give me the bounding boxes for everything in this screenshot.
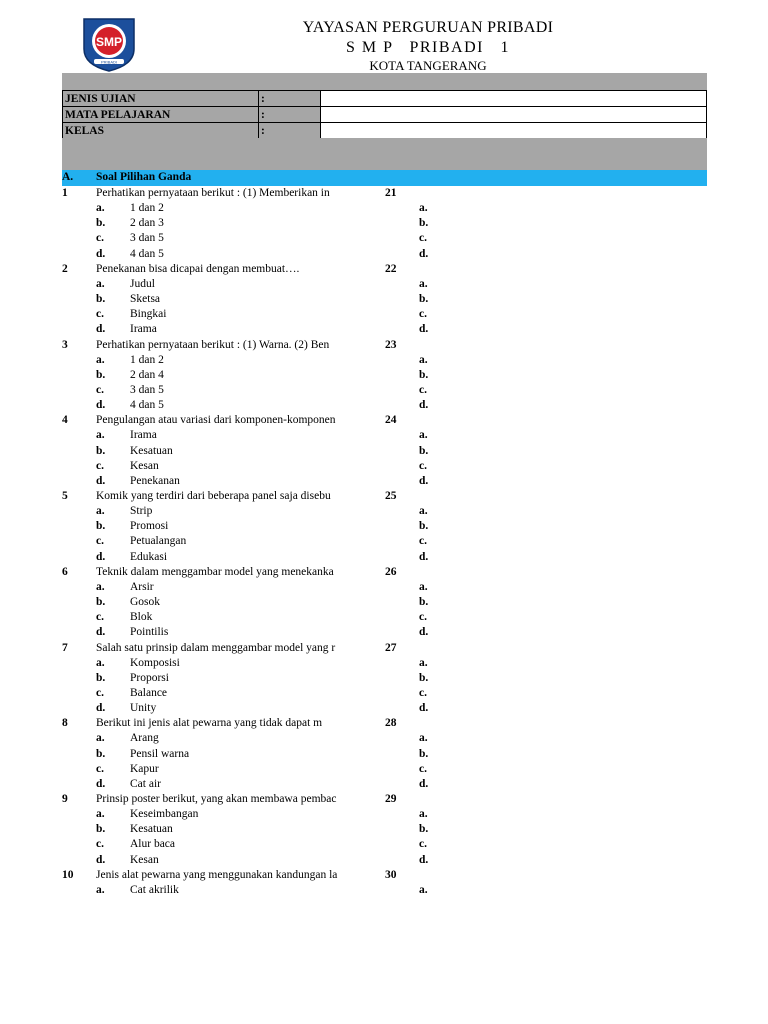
option-letter: b.: [96, 747, 106, 760]
option-letter-right: a.: [419, 202, 428, 215]
option-row[interactable]: [0, 444, 768, 459]
option-letter-right: d.: [419, 853, 429, 866]
option-row[interactable]: [0, 807, 768, 822]
option-letter-right: d.: [419, 247, 429, 260]
question-row: [0, 262, 768, 277]
option-text: Irama: [130, 429, 157, 442]
option-letter-right: c.: [419, 308, 427, 321]
option-letter-right: d.: [419, 702, 429, 715]
question-number-right: 30: [385, 868, 397, 881]
option-row[interactable]: [0, 837, 768, 852]
option-letter: d.: [96, 853, 106, 866]
option-letter-right: d.: [419, 550, 429, 563]
info-grey-band: [62, 138, 707, 170]
option-letter-right: c.: [419, 611, 427, 624]
option-letter-right: a.: [419, 883, 428, 896]
question-number-right: 25: [385, 490, 397, 502]
option-row[interactable]: [0, 747, 768, 762]
question-number: 4: [62, 414, 68, 427]
option-text: Pointilis: [130, 626, 169, 639]
section-header: [62, 170, 707, 186]
option-row[interactable]: [0, 201, 768, 216]
option-row[interactable]: [0, 686, 768, 701]
option-letter: b.: [96, 520, 106, 533]
question-number-right: 26: [385, 565, 397, 578]
option-text: Kesan: [130, 459, 159, 472]
option-letter: d.: [96, 323, 106, 336]
question-text: Pengulangan atau variasi dari komponen-komponen: [96, 414, 336, 427]
option-letter-right: a.: [419, 277, 428, 290]
option-letter: b.: [96, 823, 106, 836]
question-number-right: 29: [385, 793, 397, 805]
option-letter: d.: [96, 777, 106, 790]
info-value-field[interactable]: [321, 91, 707, 107]
question-number: 2: [62, 262, 68, 275]
question-text: Jenis alat pewarna yang menggunakan kandungan la: [96, 868, 338, 881]
option-text: Cat akrilik: [130, 883, 179, 896]
option-row[interactable]: [0, 247, 768, 262]
option-text: Arsir: [130, 580, 154, 593]
option-row[interactable]: [0, 504, 768, 519]
option-text: Gosok: [130, 596, 161, 609]
option-row[interactable]: [0, 398, 768, 413]
option-row[interactable]: [0, 610, 768, 625]
info-separator: :: [259, 123, 321, 139]
question-number: 1: [62, 187, 68, 199]
question-row: [0, 565, 768, 580]
option-letter-right: c.: [419, 383, 427, 396]
option-text: Kesatuan: [130, 444, 173, 457]
option-text: Kesan: [130, 853, 159, 866]
question-number: 5: [62, 490, 68, 502]
header-grey-band: [62, 73, 707, 90]
option-letter: a.: [96, 883, 105, 896]
option-row[interactable]: [0, 368, 768, 383]
option-row[interactable]: [0, 474, 768, 489]
question-row: [0, 792, 768, 807]
option-text: 2 dan 4: [130, 368, 164, 381]
section-letter: A.: [62, 171, 74, 183]
option-row[interactable]: [0, 656, 768, 671]
option-text: 1 dan 2: [130, 202, 164, 215]
option-letter-right: b.: [419, 520, 429, 533]
question-text: Teknik dalam menggambar model yang menekanka: [96, 565, 334, 578]
option-text: Judul: [130, 277, 155, 290]
option-text: Arang: [130, 732, 159, 745]
option-letter: a.: [96, 580, 105, 593]
option-letter: b.: [96, 217, 106, 230]
option-text: Strip: [130, 505, 153, 518]
info-label: KELAS: [63, 123, 259, 139]
option-text: Kesatuan: [130, 823, 173, 836]
option-row[interactable]: [0, 580, 768, 595]
info-row-jenis-ujian: [63, 91, 707, 107]
info-label: MATA PELAJARAN: [63, 107, 259, 123]
option-text: Balance: [130, 686, 168, 699]
question-row: [0, 716, 768, 731]
question-number-right: 23: [385, 338, 397, 351]
question-number: 7: [62, 641, 68, 654]
option-row[interactable]: [0, 762, 768, 777]
info-separator: :: [259, 107, 321, 123]
option-row[interactable]: [0, 216, 768, 231]
option-text: Edukasi: [130, 550, 168, 563]
info-row-kelas: [63, 123, 707, 139]
option-row[interactable]: [0, 383, 768, 398]
option-row[interactable]: [0, 459, 768, 474]
option-row[interactable]: [0, 307, 768, 322]
option-letter-right: a.: [419, 429, 428, 442]
option-letter-right: b.: [419, 368, 429, 381]
option-letter: a.: [96, 353, 105, 366]
option-row[interactable]: [0, 822, 768, 837]
question-text: Komik yang terdiri dari beberapa panel saja disebu: [96, 490, 331, 502]
question-row: [0, 489, 768, 504]
city-name: KOTA TANGERANG: [369, 58, 487, 73]
option-text: Irama: [130, 323, 157, 336]
option-letter-right: d.: [419, 323, 429, 336]
option-text: Proporsi: [130, 671, 169, 684]
question-text: Perhatikan pernyataan berikut : (1) Warna. (2) Ben: [96, 338, 330, 351]
option-row[interactable]: [0, 534, 768, 549]
option-row[interactable]: [0, 777, 768, 792]
option-letter: a.: [96, 202, 105, 215]
question-number-right: 27: [385, 641, 397, 654]
option-row[interactable]: [0, 550, 768, 565]
option-letter: b.: [96, 444, 106, 457]
option-text: Penekanan: [130, 474, 180, 487]
option-letter: a.: [96, 808, 105, 821]
option-letter: c.: [96, 535, 104, 548]
option-letter-right: a.: [419, 505, 428, 518]
question-number: 6: [62, 565, 68, 578]
option-letter-right: c.: [419, 762, 427, 775]
option-text: Kapur: [130, 762, 159, 775]
option-text: Unity: [130, 702, 157, 715]
question-text: Prinsip poster berikut, yang akan membawa pembac: [96, 793, 337, 805]
option-letter: c.: [96, 383, 104, 396]
option-letter: b.: [96, 293, 106, 306]
question-row: [0, 338, 768, 353]
option-letter: a.: [96, 656, 105, 669]
option-letter: c.: [96, 232, 104, 245]
option-letter-right: b.: [419, 823, 429, 836]
question-number-right: 22: [385, 262, 397, 275]
info-label: JENIS UJIAN: [63, 91, 259, 107]
option-row[interactable]: [0, 731, 768, 746]
option-text: 4 dan 5: [130, 247, 164, 260]
option-row[interactable]: [0, 701, 768, 716]
option-letter: d.: [96, 702, 106, 715]
option-row[interactable]: [0, 883, 768, 898]
option-letter-right: d.: [419, 399, 429, 412]
question-row: [0, 868, 768, 883]
option-letter: d.: [96, 550, 106, 563]
option-letter-right: d.: [419, 626, 429, 639]
option-letter: c.: [96, 762, 104, 775]
option-text: Komposisi: [130, 656, 180, 669]
option-letter-right: a.: [419, 808, 428, 821]
question-text: Berikut ini jenis alat pewarna yang tidak dapat m: [96, 717, 323, 730]
option-letter-right: c.: [419, 838, 427, 851]
question-number: 8: [62, 717, 68, 730]
option-text: 2 dan 3: [130, 217, 164, 230]
question-number-right: 24: [385, 414, 397, 427]
question-number-right: 21: [385, 187, 397, 199]
option-text: Cat air: [130, 777, 161, 790]
option-letter-right: d.: [419, 777, 429, 790]
option-letter: a.: [96, 277, 105, 290]
option-letter-right: a.: [419, 656, 428, 669]
option-text: 4 dan 5: [130, 399, 164, 412]
option-row[interactable]: [0, 671, 768, 686]
question-number: 3: [62, 338, 68, 351]
question-text: Salah satu prinsip dalam menggambar model yang r: [96, 641, 336, 654]
option-letter-right: c.: [419, 535, 427, 548]
option-letter: d.: [96, 626, 106, 639]
option-letter: b.: [96, 368, 106, 381]
foundation-name: YAYASAN PERGURUAN PRIBADI: [302, 19, 554, 36]
option-text: Sketsa: [130, 293, 161, 306]
option-row[interactable]: [0, 519, 768, 534]
option-text: Petualangan: [130, 535, 187, 548]
option-row[interactable]: [0, 595, 768, 610]
option-text: Alur baca: [130, 838, 176, 851]
option-letter: c.: [96, 838, 104, 851]
option-row[interactable]: [0, 428, 768, 443]
option-letter: a.: [96, 429, 105, 442]
option-row[interactable]: [0, 322, 768, 337]
option-letter: b.: [96, 671, 106, 684]
option-row[interactable]: [0, 853, 768, 868]
option-letter-right: a.: [419, 580, 428, 593]
option-text: Bingkai: [130, 308, 167, 321]
option-letter-right: b.: [419, 671, 429, 684]
option-letter: a.: [96, 505, 105, 518]
question-text: Penekanan bisa dicapai dengan membuat….: [96, 262, 300, 275]
option-row[interactable]: [0, 353, 768, 368]
option-text: 3 dan 5: [130, 383, 164, 396]
question-number: 10: [62, 868, 74, 881]
option-row[interactable]: [0, 277, 768, 292]
option-text: 1 dan 2: [130, 353, 164, 366]
option-text: Promosi: [130, 520, 169, 533]
option-letter-right: c.: [419, 232, 427, 245]
logo-subtext: PRIBADI: [100, 59, 118, 65]
option-letter-right: b.: [419, 217, 429, 230]
option-text: Pensil warna: [130, 747, 190, 760]
option-letter-right: b.: [419, 596, 429, 609]
question-number: 9: [62, 793, 68, 805]
option-letter-right: a.: [419, 353, 428, 366]
exam-info-table: [62, 90, 707, 139]
school-logo: [80, 15, 138, 73]
info-value-field[interactable]: [321, 107, 707, 123]
info-separator: :: [259, 91, 321, 107]
section-title: Soal Pilihan Ganda: [96, 171, 192, 183]
option-letter: d.: [96, 247, 106, 260]
option-letter: c.: [96, 459, 104, 472]
option-letter: c.: [96, 686, 104, 699]
option-letter: c.: [96, 308, 104, 321]
info-value-field[interactable]: [321, 123, 707, 139]
question-row: [0, 186, 768, 201]
option-letter-right: c.: [419, 459, 427, 472]
info-row-mata-pelajaran: [63, 107, 707, 123]
option-letter-right: a.: [419, 732, 428, 745]
school-name: S M P PRIBADI 1: [346, 39, 510, 56]
option-text: Keseimbangan: [130, 808, 199, 821]
question-text: Perhatikan pernyataan berikut : (1) Memberikan in: [96, 187, 330, 199]
question-row: [0, 413, 768, 428]
option-letter-right: b.: [419, 293, 429, 306]
question-number-right: 28: [385, 717, 397, 730]
option-letter-right: c.: [419, 686, 427, 699]
option-text: 3 dan 5: [130, 232, 164, 245]
option-row[interactable]: [0, 292, 768, 307]
logo-text: SMP: [95, 35, 123, 49]
option-letter: d.: [96, 399, 106, 412]
option-letter: a.: [96, 732, 105, 745]
option-letter: b.: [96, 596, 106, 609]
option-text: Blok: [130, 611, 153, 624]
question-row: [0, 641, 768, 656]
option-letter: c.: [96, 611, 104, 624]
option-letter: d.: [96, 474, 106, 487]
option-letter-right: d.: [419, 474, 429, 487]
option-row[interactable]: [0, 231, 768, 246]
option-row[interactable]: [0, 625, 768, 640]
option-letter-right: b.: [419, 747, 429, 760]
option-letter-right: b.: [419, 444, 429, 457]
